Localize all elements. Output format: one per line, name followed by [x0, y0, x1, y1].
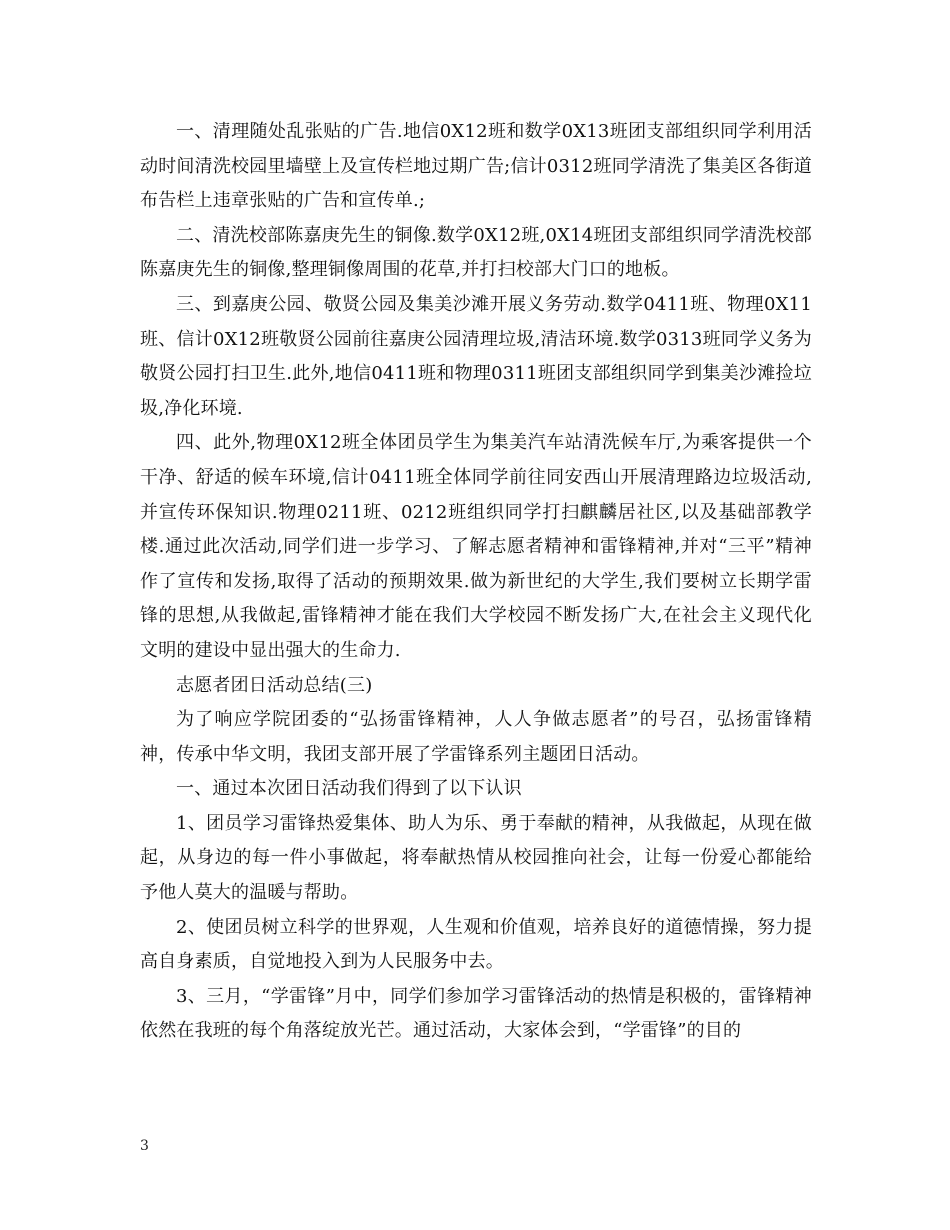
- section-heading: 志愿者团日活动总结(三): [176, 674, 373, 696]
- paragraph-subheading: 一、通过本次团日活动我们得到了以下认识: [176, 778, 522, 800]
- paragraph-intro: 为了响应学院团委的“弘扬雷锋精神，人人争做志愿者”的号召，弘扬雷锋精神，传承中华文明，我团支部开展了学雷锋系列主题团日活动。: [140, 709, 812, 765]
- paragraph-cleanup-ads: 一、清理随处乱张贴的广告.地信0X12班和数学0X13班团支部组织同学利用活动时间清洗校园里墙壁上及宣传栏地过期广告;信计0312班同学清洗了集美区各街道布告栏上违章张贴的广告和宣传单.;: [140, 121, 812, 212]
- document-body: [140, 115, 812, 1049]
- paragraph-point-3: 3、三月，“学雷锋”月中，同学们参加学习雷锋活动的热情是积极的，雷锋精神依然在我班的每个角落绽放光芒。通过活动，大家体会到，“学雷锋”的目的: [140, 985, 812, 1042]
- page-number: 3: [140, 1138, 149, 1154]
- paragraph-park-labor: 三、到嘉庚公园、敬贤公园及集美沙滩开展义务劳动.数学0411班、物理0X11班、信计0X12班敬贤公园前往嘉庚公园清理垃圾,清洁环境.数学0313班同学义务为敬贤公园打扫卫生.此外,地信0411班和物理0311班团支部组织同学到集美沙滩捡垃圾,净化环境.: [140, 293, 812, 419]
- paragraph-point-2: 2、使团员树立科学的世界观，人生观和价值观，培养良好的道德情操，努力提高自身素质，自觉地投入到为人民服务中去。: [140, 916, 812, 973]
- paragraph-statue-cleaning: 二、清洗校部陈嘉庚先生的铜像.数学0X12班,0X14班团支部组织同学清洗校部陈嘉庚先生的铜像,整理铜像周围的花草,并打扫校部大门口的地板。: [140, 224, 812, 281]
- paragraph-bus-station: 四、此外,物理0X12班全体团员学生为集美汽车站清洗候车厅,为乘客提供一个干净、舒适的候车环境,信计0411班全体同学前往同安西山开展清理路边垃圾活动,并宣传环保知识.物理0211班、0212班组织同学打扫麒麟居社区,以及基础部教学楼.通过此次活动,同学们进一步学习、了解志愿者精神和雷锋精神,并对“三平”精神作了宣传和发扬,取得了活动的预期效果.做为新世纪的大学生,我们要树立长期学雷锋的思想,从我做起,雷锋精神才能在我们大学校园不断发扬广大,在社会主义现代化文明的建设中显出强大的生命力.: [140, 432, 812, 661]
- paragraph-point-1: 1、团员学习雷锋热爱集体、助人为乐、勇于奉献的精神，从我做起，从现在做起，从身边的每一件小事做起，将奉献热情从校园推向社会，让每一份爱心都能给予他人莫大的温暖与帮助。: [140, 812, 812, 904]
